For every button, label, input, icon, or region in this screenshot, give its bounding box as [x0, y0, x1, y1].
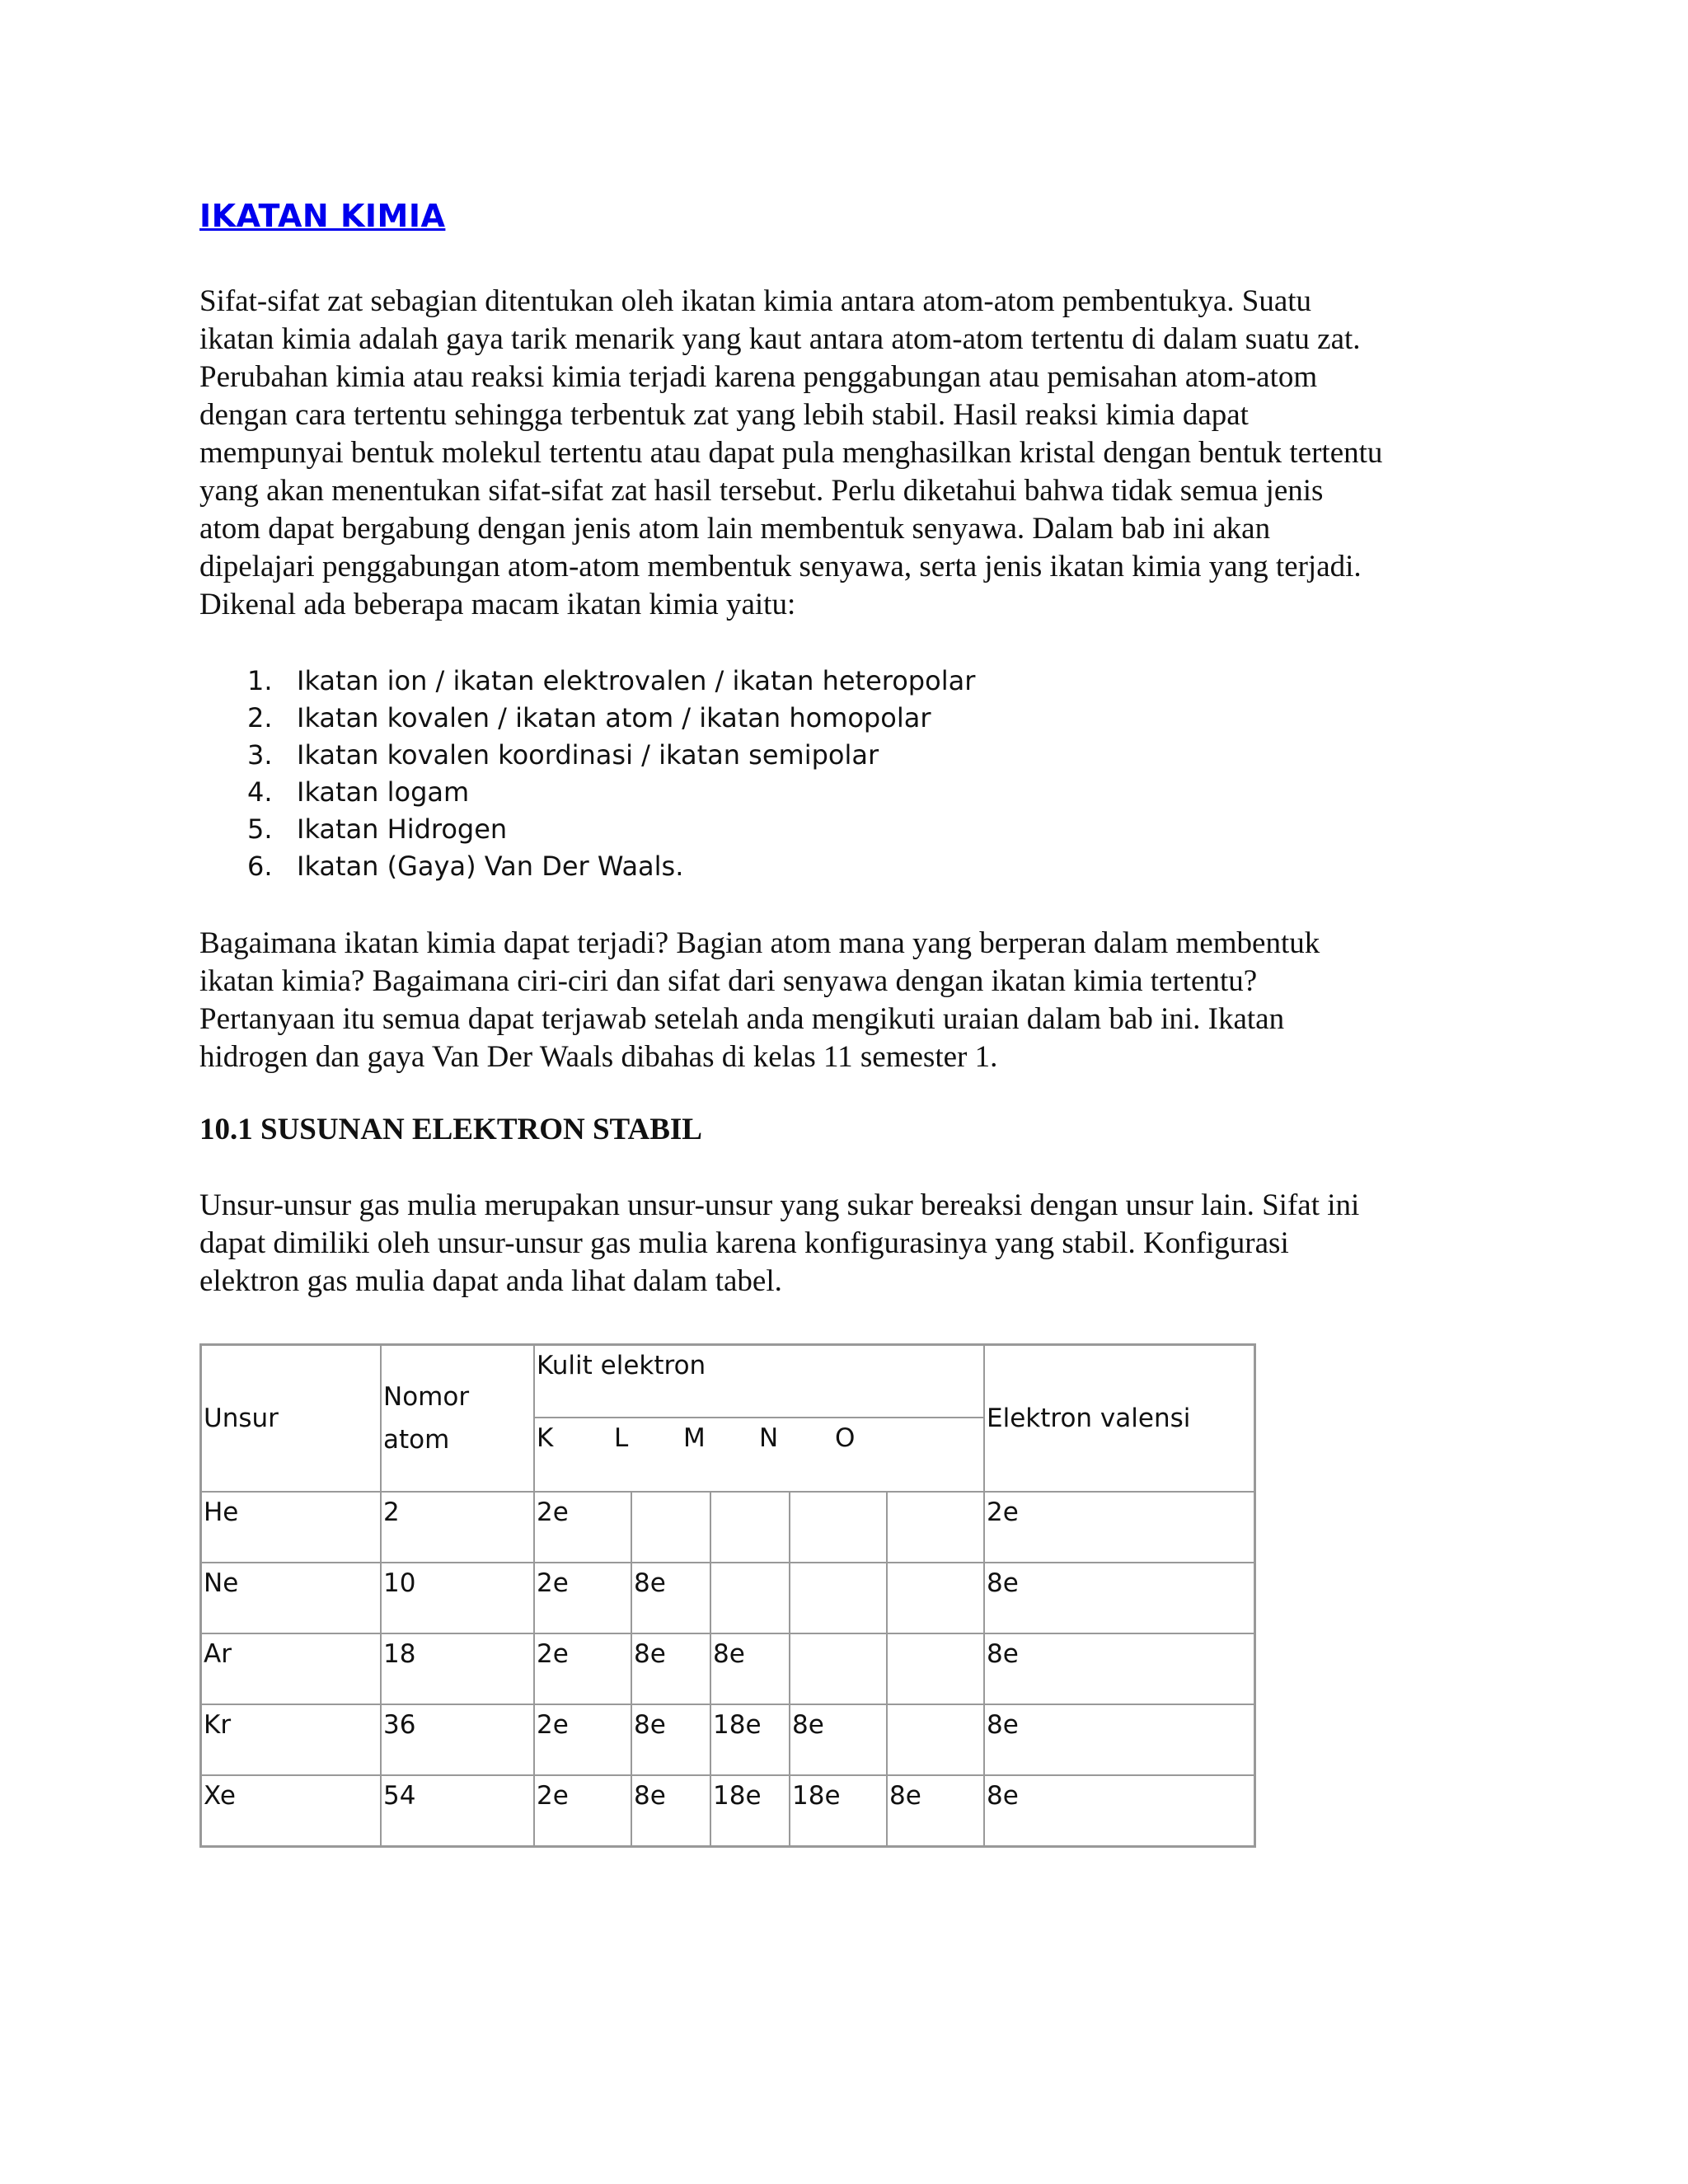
cell-k: 2e — [534, 1492, 631, 1563]
list-item-text: Ikatan logam — [297, 776, 470, 808]
cell-k: 2e — [534, 1704, 631, 1775]
header-kulit-elektron: Kulit elektron — [534, 1345, 984, 1418]
list-item — [199, 848, 975, 885]
intro-line: atom dapat bergabung dengan jenis atom lain membentuk senyawa. Dalam bab ini akan — [199, 512, 1271, 546]
cell-nomor: 36 — [381, 1704, 534, 1775]
list-item-text: Ikatan (Gaya) Van Der Waals. — [297, 851, 684, 882]
questions-line: Pertanyaan itu semua dapat terjawab setelah anda mengikuti uraian dalam bab ini. Ikatan — [199, 1002, 1285, 1036]
questions-line: hidrogen dan gaya Van Der Waals dibahas di kelas 11 semester 1. — [199, 1040, 998, 1074]
cell-m: 8e — [710, 1633, 790, 1704]
shell-label: M — [683, 1423, 706, 1453]
cell-l: 8e — [631, 1563, 710, 1633]
list-number: 3. — [247, 739, 273, 771]
table-row — [201, 1704, 1254, 1775]
noble-gas-line: dapat dimiliki oleh unsur-unsur gas mulia karena konfigurasinya yang stabil. Konfigurasi — [199, 1226, 1289, 1260]
cell-k: 2e — [534, 1563, 631, 1633]
page-title-link[interactable]: IKATAN KIMIA — [199, 198, 446, 234]
noble-gas-line: elektron gas mulia dapat anda lihat dalam tabel. — [199, 1264, 782, 1298]
cell-m: 18e — [710, 1775, 790, 1846]
intro-paragraph — [199, 283, 1485, 624]
intro-line: yang akan menentukan sifat-sifat zat hasil tersebut. Perlu diketahui bahwa tidak semua jenis — [199, 474, 1324, 508]
table-header-row — [201, 1345, 1254, 1418]
list-number: 5. — [247, 813, 273, 845]
list-item-text: Ikatan kovalen koordinasi / ikatan semipolar — [297, 739, 879, 771]
cell-unsur: Ne — [201, 1563, 381, 1633]
list-item-text: Ikatan Hidrogen — [297, 813, 508, 845]
cell-unsur: Xe — [201, 1775, 381, 1846]
table-row — [201, 1633, 1254, 1704]
list-number: 4. — [247, 776, 273, 808]
cell-nomor: 18 — [381, 1633, 534, 1704]
list-item — [199, 700, 975, 737]
noble-gas-paragraph — [199, 1187, 1485, 1301]
cell-nomor: 54 — [381, 1775, 534, 1846]
list-item — [199, 737, 975, 774]
intro-line: Dikenal ada beberapa macam ikatan kimia yaitu: — [199, 588, 796, 621]
cell-unsur: Ar — [201, 1633, 381, 1704]
cell-n: 18e — [790, 1775, 887, 1846]
table-row — [201, 1775, 1254, 1846]
cell-valensi: 8e — [984, 1563, 1254, 1633]
shell-label: L — [614, 1423, 629, 1453]
cell-n — [790, 1633, 887, 1704]
intro-line: ikatan kimia adalah gaya tarik menarik yang kaut antara atom-atom tertentu di dalam suatu zat. — [199, 322, 1361, 356]
cell-unsur: He — [201, 1492, 381, 1563]
list-number: 6. — [247, 851, 273, 882]
shell-label: O — [835, 1423, 856, 1453]
intro-line: dipelajari penggabungan atom-atom membentuk senyawa, serta jenis ikatan kimia yang terjadi. — [199, 550, 1362, 583]
noble-gas-line: Unsur-unsur gas mulia merupakan unsur-unsur yang sukar bereaksi dengan unsur lain. Sifat ini — [199, 1188, 1360, 1222]
cell-n — [790, 1563, 887, 1633]
cell-n: 8e — [790, 1704, 887, 1775]
list-item — [199, 774, 975, 811]
list-number: 2. — [247, 702, 273, 733]
header-nomor-line: Nomor — [383, 1382, 470, 1412]
questions-paragraph — [199, 925, 1485, 1076]
cell-valensi: 2e — [984, 1492, 1254, 1563]
intro-line: Perubahan kimia atau reaksi kimia terjadi karena penggabungan atau pemisahan atom-atom — [199, 360, 1318, 394]
intro-line: dengan cara tertentu sehingga terbentuk zat yang lebih stabil. Hasil reaksi kimia dapat — [199, 398, 1249, 432]
header-unsur: Unsur — [201, 1345, 381, 1492]
header-nomor-line: atom — [383, 1425, 450, 1455]
table-row — [201, 1492, 1254, 1563]
cell-o — [887, 1563, 984, 1633]
intro-line: mempunyai bentuk molekul tertentu atau dapat pula menghasilkan kristal dengan bentuk tertentu — [199, 436, 1383, 470]
list-item-text: Ikatan kovalen / ikatan atom / ikatan homopolar — [297, 702, 931, 733]
cell-n — [790, 1492, 887, 1563]
intro-line: Sifat-sifat zat sebagian ditentukan oleh ikatan kimia antara atom-atom pembentukya. Suatu — [199, 284, 1312, 318]
cell-o — [887, 1704, 984, 1775]
questions-line: Bagaimana ikatan kimia dapat terjadi? Bagian atom mana yang berperan dalam membentuk — [199, 926, 1320, 960]
header-nomor-atom — [381, 1345, 534, 1492]
cell-l: 8e — [631, 1704, 710, 1775]
table-row — [201, 1563, 1254, 1633]
bond-types-list — [199, 663, 975, 885]
shell-label: N — [759, 1423, 779, 1453]
header-elektron-valensi: Elektron valensi — [984, 1345, 1254, 1492]
section-heading: 10.1 SUSUNAN ELEKTRON STABIL — [199, 1113, 702, 1146]
list-item — [199, 663, 975, 700]
cell-o — [887, 1492, 984, 1563]
cell-m — [710, 1492, 790, 1563]
cell-k: 2e — [534, 1633, 631, 1704]
list-item — [199, 811, 975, 848]
cell-nomor: 2 — [381, 1492, 534, 1563]
cell-l: 8e — [631, 1775, 710, 1846]
cell-o — [887, 1633, 984, 1704]
cell-valensi: 8e — [984, 1704, 1254, 1775]
questions-line: ikatan kimia? Bagaimana ciri-ciri dan sifat dari senyawa dengan ikatan kimia tertentu? — [199, 964, 1258, 998]
cell-unsur: Kr — [201, 1704, 381, 1775]
list-item-text: Ikatan ion / ikatan elektrovalen / ikatan heteropolar — [297, 665, 976, 696]
cell-k: 2e — [534, 1775, 631, 1846]
electron-configuration-table — [199, 1343, 1256, 1848]
cell-l — [631, 1492, 710, 1563]
list-number: 1. — [247, 665, 273, 696]
cell-m: 18e — [710, 1704, 790, 1775]
shell-label: K — [537, 1423, 554, 1453]
cell-valensi: 8e — [984, 1633, 1254, 1704]
cell-nomor: 10 — [381, 1563, 534, 1633]
header-shell-labels — [534, 1418, 984, 1492]
cell-l: 8e — [631, 1633, 710, 1704]
cell-o: 8e — [887, 1775, 984, 1846]
cell-valensi: 8e — [984, 1775, 1254, 1846]
cell-m — [710, 1563, 790, 1633]
